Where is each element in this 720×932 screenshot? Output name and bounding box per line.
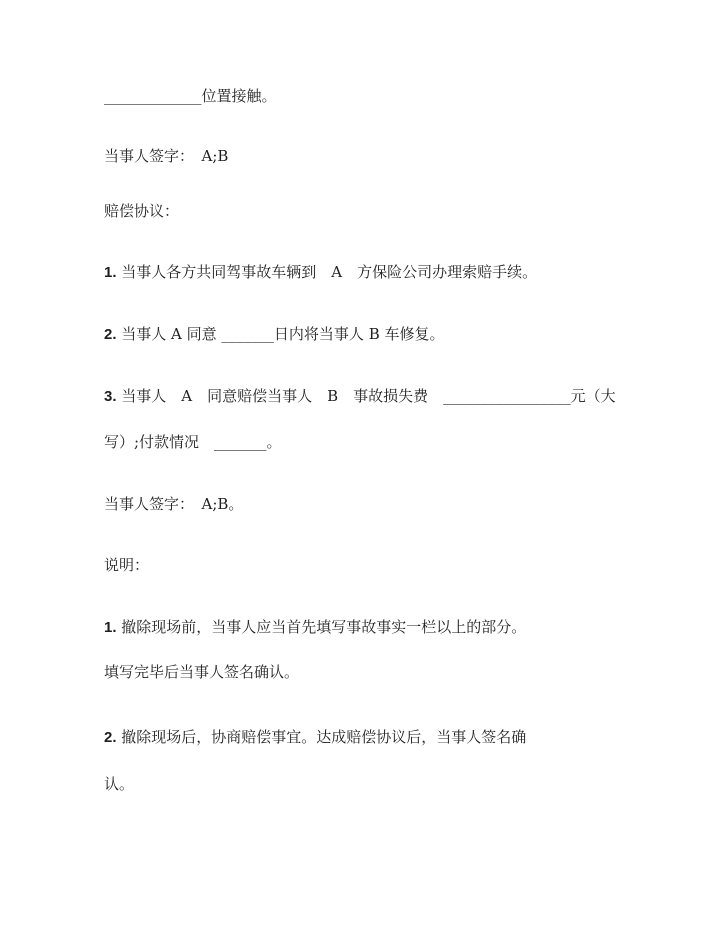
agreement-item-1	[104, 262, 537, 283]
item-text: 撤除现场前，当事人应当首先填写事故事实一栏以上的部分。	[116, 618, 527, 636]
item-text: 当事人 A 同意赔偿当事人 B 事故损失费 _________________元（大	[116, 387, 616, 405]
note-item-2-continuation: 认。	[104, 775, 135, 793]
note-item-1-continuation: 填写完毕后当事人签名确认。	[104, 663, 300, 681]
compensation-agreement-heading: 赔偿协议：	[104, 202, 180, 220]
note-item-1	[104, 617, 526, 638]
item-number: 1.	[104, 264, 117, 281]
item-number: 2.	[104, 326, 117, 343]
item-text: 撤除现场后，协商赔偿事宜。达成赔偿协议后，当事人签名确	[116, 728, 527, 746]
notes-heading: 说明：	[104, 556, 150, 574]
item-text: 当事人各方共同驾事故车辆到 A 方保险公司办理索赔手续。	[116, 263, 538, 281]
blank-position-line: _____________位置接触。	[104, 87, 277, 105]
party-signature-line-2: 当事人签字： A;B。	[104, 495, 244, 513]
agreement-item-3	[104, 386, 616, 407]
agreement-item-2	[104, 324, 444, 345]
item-number: 3.	[104, 388, 117, 405]
agreement-item-3-continuation: 写）;付款情况 _______。	[104, 433, 282, 451]
item-number: 1.	[104, 619, 117, 636]
item-text: 当事人 A 同意 _______日内将当事人 B 车修复。	[116, 325, 445, 343]
note-item-2	[104, 727, 526, 748]
party-signature-line-1: 当事人签字： A;B	[104, 147, 229, 165]
item-number: 2.	[104, 729, 117, 746]
